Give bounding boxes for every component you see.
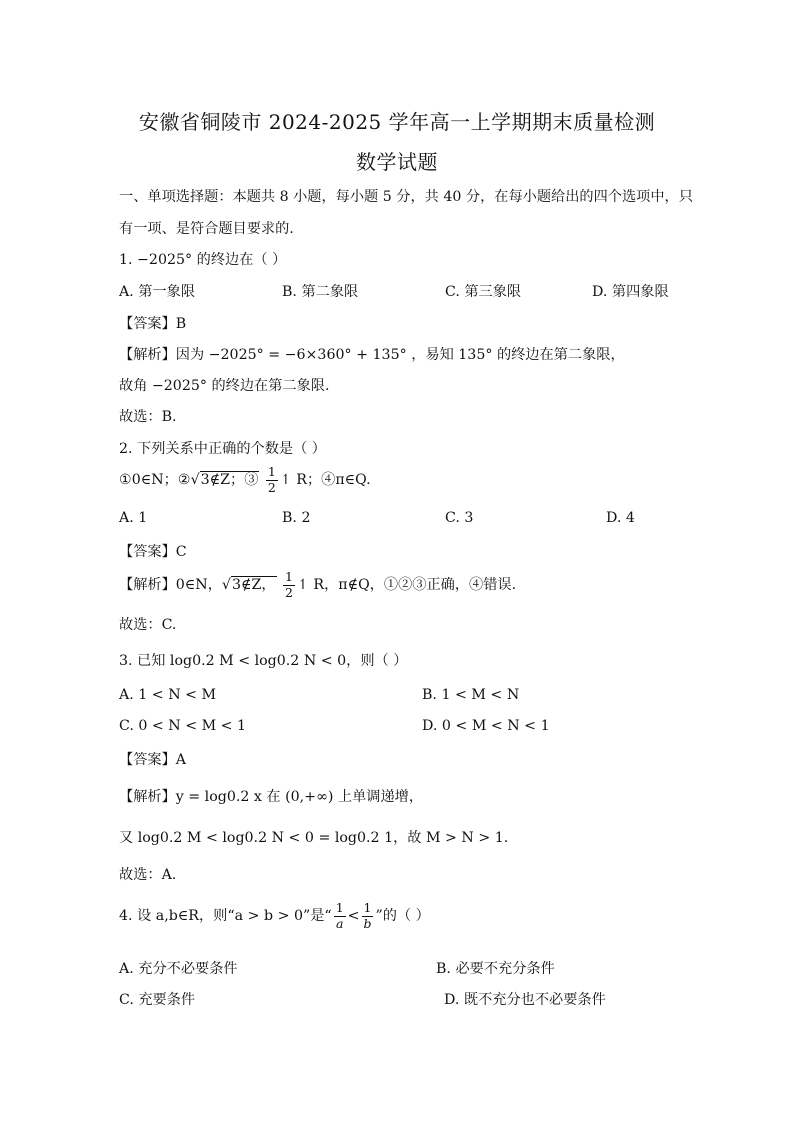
sqrt-radicand: 3∉Z，: [231, 577, 276, 593]
fraction-one-half: $\frac{1}{2}$: [285, 569, 293, 600]
q2-option-d: D. 4: [606, 510, 635, 526]
q3-analysis-line2: 又 log0.2 M < log0.2 N < 0 = log0.2 1，故 M > N > 1.: [119, 830, 509, 846]
q2-item-3-4: R；④π∈Q.: [296, 472, 371, 488]
q3-option-a: A. 1 < N < M: [119, 687, 217, 703]
q4-option-c: C. 充要条件: [119, 992, 196, 1008]
sqrt-radicand: 3∉Z；③: [200, 472, 259, 488]
q3-option-b: B. 1 < M < N: [422, 687, 520, 703]
arrow-glyph: ↿: [279, 472, 292, 488]
q2-analysis: [119, 571, 516, 599]
q2-stem: 2. 下列关系中正确的个数是（ ）: [119, 441, 326, 457]
arrow-glyph: ↿: [296, 577, 309, 593]
q1-option-c: C. 第三象限: [445, 284, 522, 300]
section-instructions-line2: 有一项、是符合题目要求的.: [119, 221, 294, 237]
q2-option-a: A. 1: [119, 510, 148, 526]
q3-option-d: D. 0 < M < N < 1: [422, 718, 550, 734]
sqrt-symbol: √3∉Z，: [221, 577, 276, 593]
fraction-one-over-a: $\frac{1}{a}$: [335, 900, 344, 931]
q3-stem: 3. 已知 log0.2 M < log0.2 N < 0，则（ ）: [119, 653, 408, 669]
sqrt-symbol: √3∉Z；③: [190, 472, 259, 488]
q2-analysis-part3: R，π∉Q，①②③正确，④错误.: [313, 577, 517, 593]
q2-item-1-2: ①0∈N；②: [119, 472, 191, 488]
q2-option-b: B. 2: [282, 510, 311, 526]
fraction-one-half: $\frac{1}{2}$: [267, 464, 276, 495]
q4-stem-part1: 4. 设 a,b∈R，则“a > b > 0”是“: [119, 908, 332, 924]
q1-option-d: D. 第四象限: [592, 284, 669, 300]
q4-stem-part2: ”的（ ）: [375, 908, 430, 924]
q4-option-b: B. 必要不充分条件: [436, 961, 555, 977]
exam-subtitle: 数学试题: [356, 150, 438, 174]
q3-option-c: C. 0 < N < M < 1: [119, 718, 247, 734]
section-instructions-line1: 一、单项选择题：本题共 8 小题，每小题 5 分，共 40 分，在每小题给出的四个选项中，只: [119, 189, 693, 205]
q1-answer: 【答案】B: [119, 316, 187, 332]
q3-conclusion: 故选：A.: [119, 867, 177, 883]
fraction-one-over-b: $\frac{1}{b}$: [363, 900, 372, 931]
q4-stem: [119, 902, 430, 930]
exam-title: 安徽省铜陵市 2024-2025 学年高一上学期期末质量检测: [138, 110, 656, 134]
q3-analysis-line1: 【解析】y = log0.2 x 在 (0,+∞) 上单调递增，: [119, 789, 424, 805]
q1-option-b: B. 第二象限: [282, 284, 359, 300]
q4-option-a: A. 充分不必要条件: [119, 961, 238, 977]
q2-answer: 【答案】C: [119, 544, 187, 560]
q1-conclusion: 故选：B.: [119, 409, 177, 425]
q3-answer: 【答案】A: [119, 752, 186, 768]
q2-analysis-part1: 【解析】0∈N，: [119, 577, 222, 593]
q1-option-a: A. 第一象限: [119, 284, 196, 300]
q2-conclusion: 故选：C.: [119, 617, 177, 633]
q1-stem: 1. −2025° 的终边在（ ）: [119, 252, 287, 268]
q2-items: [119, 466, 371, 494]
q4-option-d: D. 既不充分也不必要条件: [444, 992, 606, 1008]
less-than-sign: <: [347, 908, 360, 924]
q2-option-c: C. 3: [445, 510, 474, 526]
q1-analysis-line2: 故角 −2025° 的终边在第二象限.: [119, 378, 330, 394]
q1-analysis-line1: 【解析】因为 −2025° = −6×360° + 135° ，易知 135° 的终边在第二象限，: [119, 347, 625, 363]
